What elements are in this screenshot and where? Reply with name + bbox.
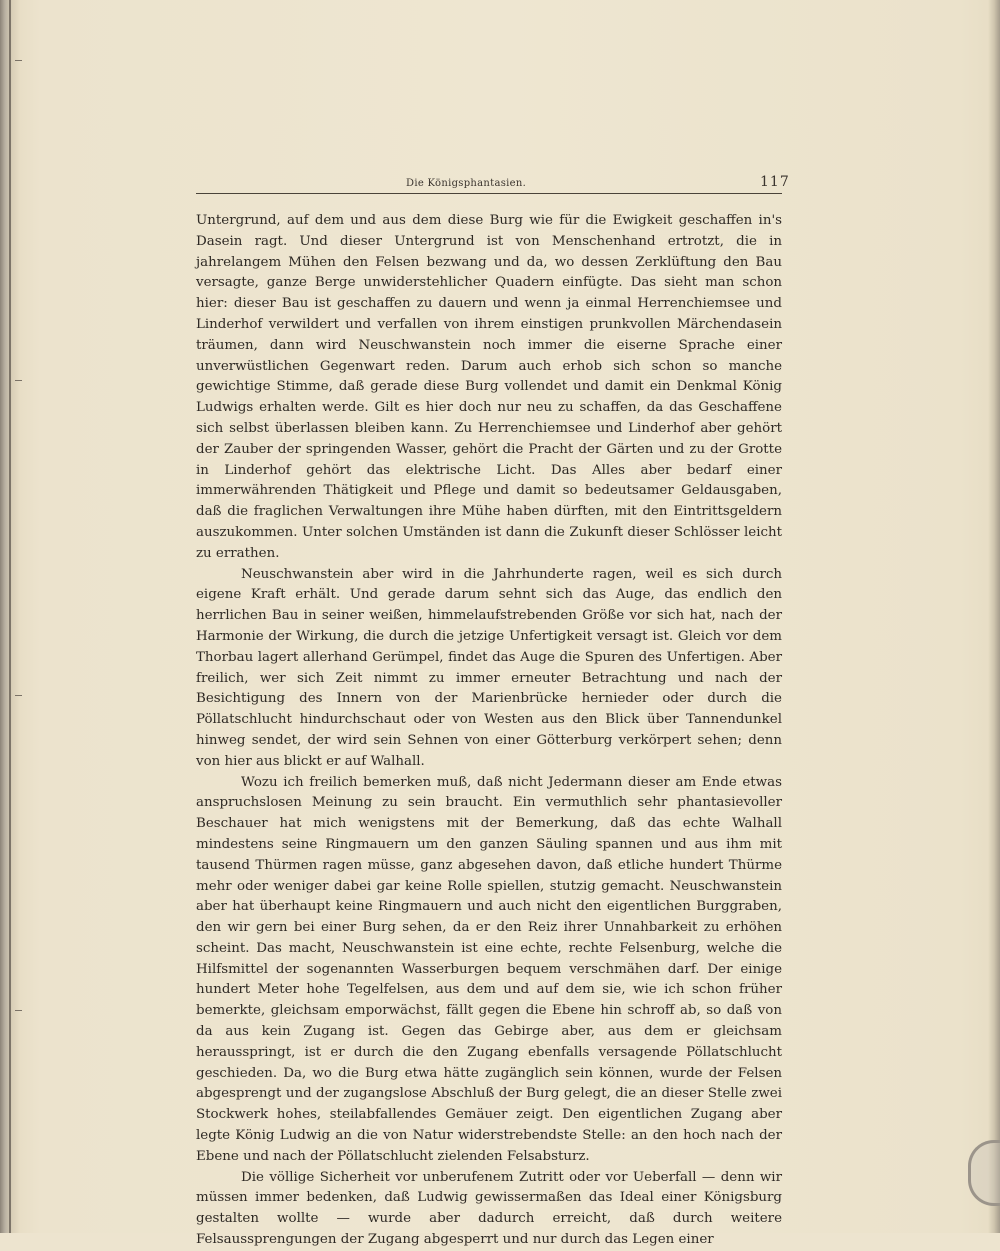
body-text: [196, 211, 782, 1251]
margin-mark: [15, 695, 22, 696]
page-right-edge: [988, 0, 1000, 1233]
paragraph: Wozu ich freilich bemerken muß, daß nicht Jedermann dieser am Ende etwas anspruchslosen Meinung zu sein braucht. Ein vermuthlich sehr phantasievoller Beschauer hat mich wenigstens mit der Bemerkung, daß das echte Walhall mindestens seine Ringmauern um den ganzen Säuling spannen und aus ihm mit tausend Thürmen ragen müsse, ganz abgesehen davon, daß etliche hundert Thürme mehr oder weniger dabei gar keine Rolle spiellen, stutzig gemacht. Neuschwanstein aber hat überhaupt keine Ringmauern und auch nicht den eigentlichen Burggraben, den wir gern bei einer Burg sehen, da er den Reiz ihrer Unnahbarkeit zu erhöhen scheint. Das macht, Neuschwanstein ist eine echte, rechte Felsenburg, welche die Hilfsmittel der sogenannten Wasserburgen bequem verschmähen darf. Der einige hundert Meter hohe Tegelfelsen, aus dem und auf dem sie, wie ich schon früher bemerkte, gleichsam emporwächst, fällt gegen die Ebene hin schroff ab, so daß von da aus kein Zugang ist. Gegen das Gebirge aber, aus dem er gleichsam herausspringt, ist er durch die den Zugang ebenfalls versagende Pöllatschlucht geschieden. Da, wo die Burg etwa hätte zugänglich sein können, wurde der Felsen abgesprengt und der zugangslose Abschluß der Burg gelegt, die an dieser Stelle zwei Stockwerk hohes, steilabfallendes Gemäuer zeigt. Den eigentlichen Zugang aber legte König Ludwig an die von Natur widerstrebendste Stelle: an den hoch nach der Ebene und nach der Pöllatschlucht zielenden Felsabsturz.: [196, 774, 782, 1164]
margin-mark: [15, 380, 22, 381]
page-number: 117: [760, 174, 790, 190]
page-clip: [968, 1140, 1000, 1206]
header-rule: [196, 193, 782, 194]
margin-mark: [15, 1010, 22, 1011]
margin-mark: [15, 60, 22, 61]
paragraph: Neuschwanstein aber wird in die Jahrhunderte ragen, weil es sich durch eigene Kraft erhält. Und gerade darum sehnt sich das Auge, das endlich den herrlichen Bau in seiner weißen, himmelaufstrebenden Größe vor sich hat, nach der Harmonie der Wirkung, die durch die jetzige Unfertigkeit versagt ist. Gleich vor dem Thorbau lagert allerhand Gerümpel, findet das Auge die Spuren des Unfertigen. Aber freilich, wer sich Zeit nimmt zu immer erneuter Betrachtung und nach der Besichtigung des Innern von der Marienbrücke hernieder oder durch die Pöllatschlucht hindurchschaut oder von Westen aus den Blick über Tannendunkel hinweg sendet, der wird sein Sehnen von einer Götterburg verkörpert sehen; denn von hier aus blickt er auf Walhall.: [196, 566, 782, 769]
running-head: Die Königsphantasien.: [406, 178, 527, 189]
spine-edge-line: [9, 0, 11, 1233]
paragraph: Die völlige Sicherheit vor unberufenem Zutritt oder vor Ueberfall — denn wir müssen immer bedenken, daß Ludwig gewissermaßen das Ideal einer Königsburg gestalten wollte — wurde aber dadurch erreicht, daß durch weitere Felsaussprengungen der Zugang abgesperrt und nur durch das Legen einer: [196, 1169, 782, 1248]
paragraph: Untergrund, auf dem und aus dem diese Burg wie für die Ewigkeit geschaffen in's Dasein ragt. Und dieser Untergrund ist von Menschenhand ertrotzt, die in jahrelangem Mühen den Felsen bezwang und da, wo dessen Zerklüftung den Bau versagte, ganze Berge unwiderstehlicher Quadern einfügte. Das sieht man schon hier: dieser Bau ist geschaffen zu dauern und wenn ja einmal Herrenchiemsee und Linderhof verwildert und verfallen von ihrem einstigen prunkvollen Märchendasein träumen, dann wird Neuschwanstein noch immer die eiserne Sprache einer unverwüstlichen Gegenwart reden. Darum auch erhob sich schon so manche gewichtige Stimme, daß gerade diese Burg vollendet und damit ein Denkmal König Ludwigs erhalten werde. Gilt es hier doch nur neu zu schaffen, da das Geschaffene sich selbst überlassen bleiben kann. Zu Herrenchiemsee und Linderhof aber gehört der Zauber der springenden Wasser, gehört die Pracht der Gärten und zu der Grotte in Linderhof gehört das elektrische Licht. Das Alles aber bedarf einer immerwährenden Thätigkeit und Pflege und damit so bedeutsamer Geldausgaben, daß die fraglichen Verwaltungen ihre Mühe haben dürften, mit den Eintrittsgeldern auszukommen. Unter solchen Umständen ist dann die Zukunft dieser Schlösser leicht zu errathen.: [196, 213, 782, 561]
